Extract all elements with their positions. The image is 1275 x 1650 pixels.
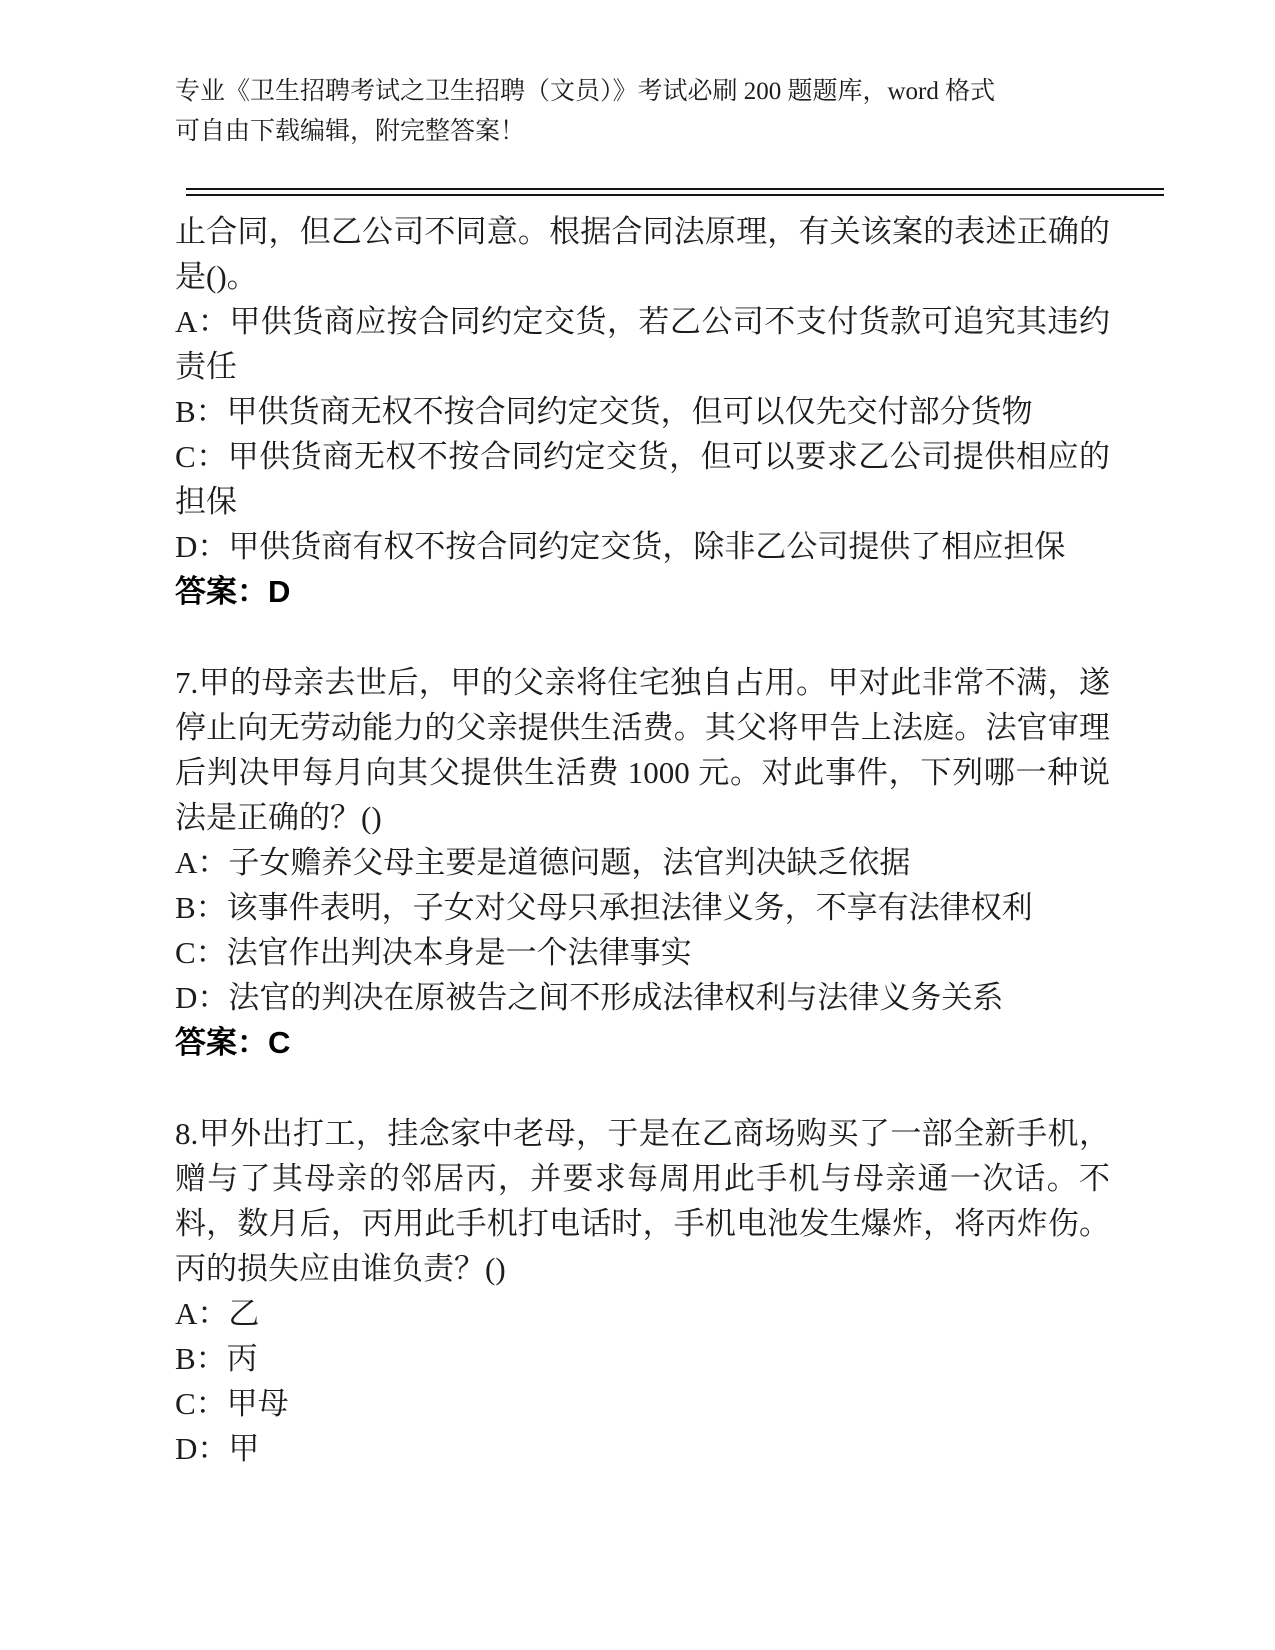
question-7-option-c: C：法官作出判决本身是一个法律事实 (175, 935, 692, 970)
question-6-answer: 答案：D (175, 574, 291, 609)
question-list (175, 209, 1110, 1471)
question-8-stem: 8.甲外出打工，挂念家中老母，于是在乙商场购买了一部全新手机，赠与了其母亲的邻居丙，并要求每周用此手机与母亲通一次话。不料，数月后，丙用此手机打电话时，手机电池发生爆炸，将丙炸伤。丙的损失应由谁负责？() (175, 1116, 1110, 1286)
question-8-option-d: D：甲 (175, 1431, 260, 1466)
question-6-stem-continuation: 止合同，但乙公司不同意。根据合同法原理，有关该案的表述正确的是()。 (175, 214, 1110, 294)
question-8-option-c: C：甲母 (175, 1386, 289, 1421)
header-divider (186, 188, 1164, 196)
question-6-option-d: D：甲供货商有权不按合同约定交货，除非乙公司提供了相应担保 (175, 529, 1066, 564)
question-6-option-b: B：甲供货商无权不按合同约定交货，但可以仅先交付部分货物 (175, 394, 1033, 429)
question-6-option-c: C：甲供货商无权不按合同约定交货，但可以要求乙公司提供相应的担保 (175, 439, 1110, 519)
document-header-note: 专业《卫生招聘考试之卫生招聘（文员）》考试必刷 200 题题库，word 格式可自由下载编辑，附完整答案！ (175, 78, 996, 145)
question-7-option-a: A：子女赡养父母主要是道德问题，法官判决缺乏依据 (175, 845, 911, 880)
question-7-answer: 答案：C (175, 1025, 291, 1060)
question-7-stem: 7.甲的母亲去世后，甲的父亲将住宅独自占用。甲对此非常不满，遂停止向无劳动能力的父亲提供生活费。其父将甲告上法庭。法官审理后判决甲每月向其父提供生活费 1000 元。对此事件，下列哪一种说法是正确的？() (175, 665, 1110, 835)
question-7-option-b: B：该事件表明，子女对父母只承担法律义务，不享有法律权利 (175, 890, 1033, 925)
question-7-option-d: D：法官的判决在原被告之间不形成法律权利与法律义务关系 (175, 980, 1004, 1015)
question-8-option-b: B：丙 (175, 1341, 258, 1376)
question-8-option-a: A：乙 (175, 1296, 260, 1331)
question-6-option-a: A：甲供货商应按合同约定交货，若乙公司不支付货款可追究其违约责任 (175, 304, 1110, 384)
